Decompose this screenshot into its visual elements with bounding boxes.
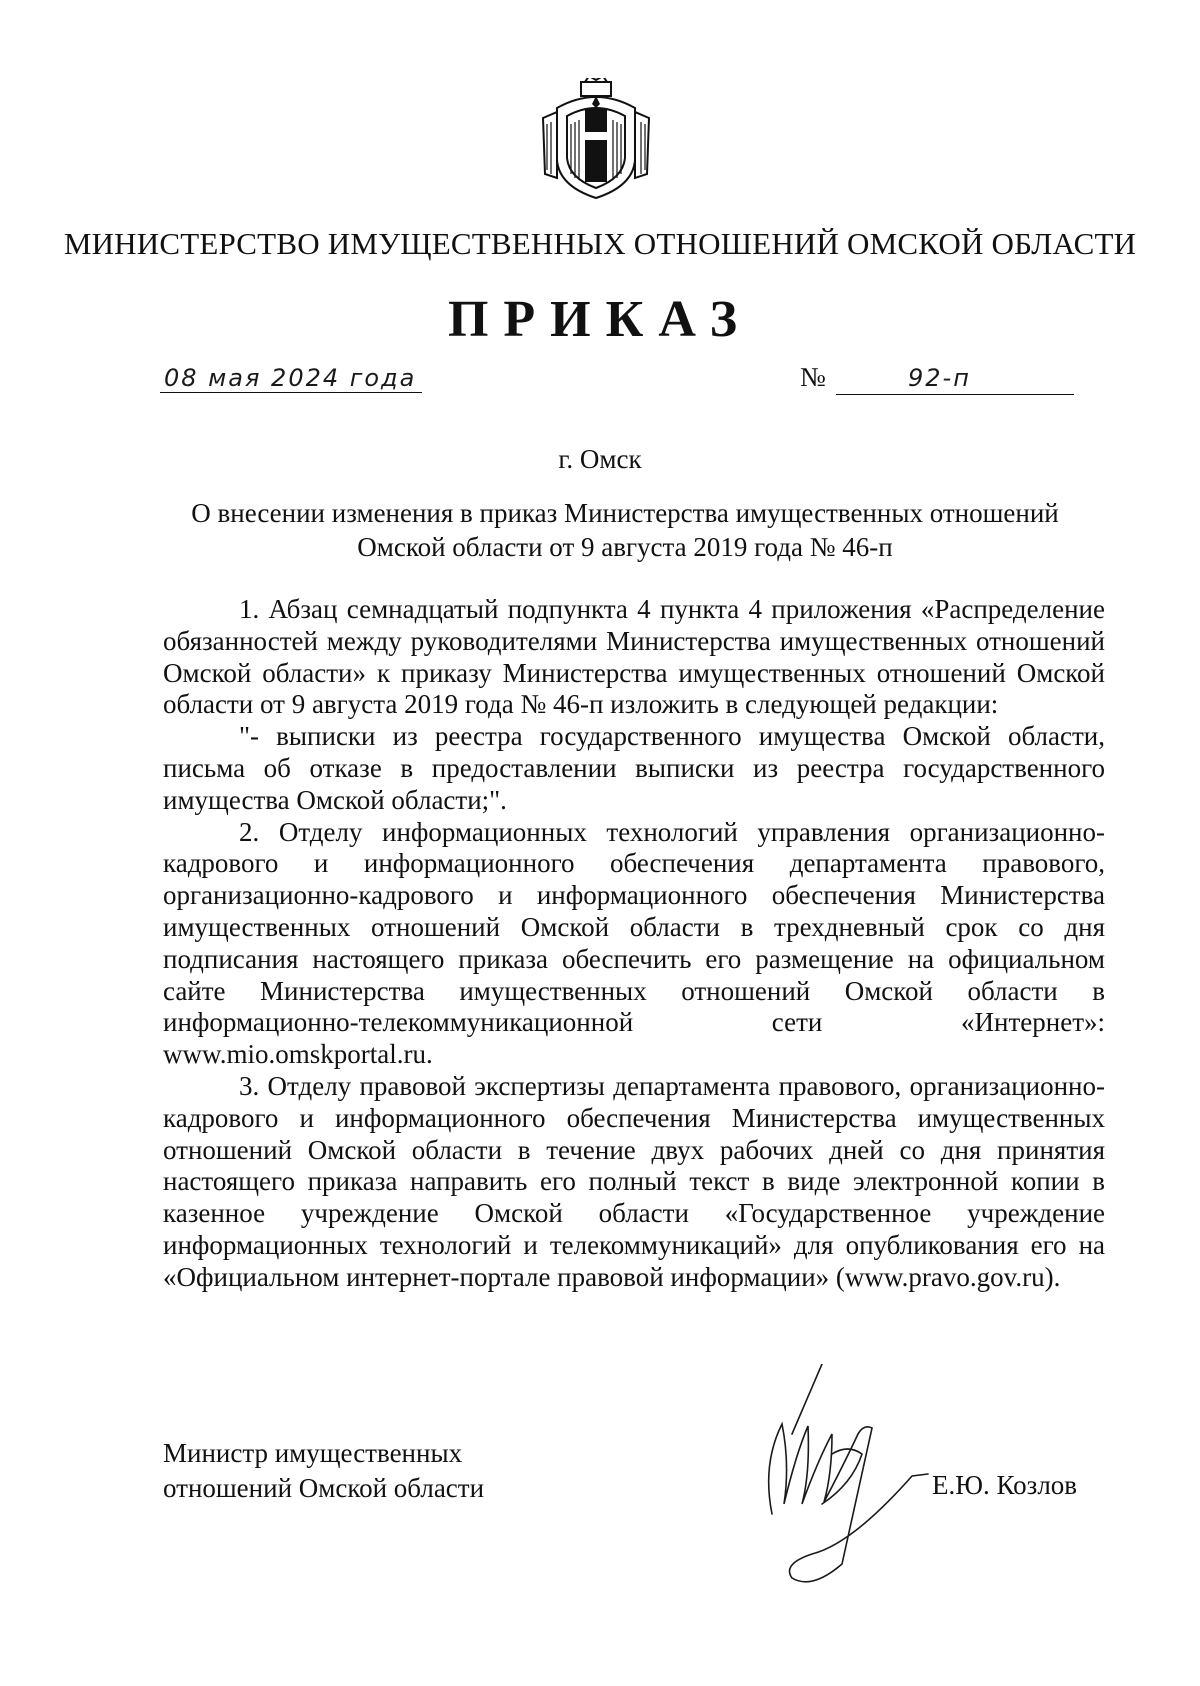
- document-body: [163, 594, 1105, 1294]
- position-line-2: отношений Омской области: [163, 1473, 485, 1503]
- city: г. Омск: [558, 444, 642, 474]
- document-type: ПРИКАЗ: [447, 291, 753, 348]
- document-subject: О внесении изменения в приказ Министерства имущественных отношений Омской области от 9 августа 2019 года № 46-п: [191, 498, 1059, 562]
- date-underline: [160, 392, 422, 393]
- handwritten-signature: [752, 1364, 952, 1594]
- paragraph-1: 1. Абзац семнадцатый подпункта 4 пункта 4 приложения «Распределение обязанностей между руководителями Министерства имущественных отношений Омской области» к приказу Министерства имущественных отношений Омской области от 9 августа 2019 года № 46-п изложить в следующей редакции:: [163, 594, 1105, 720]
- paragraph-3: 3. Отделу правовой экспертизы департамента правового, организационно-кадрового и информационного обеспечения Министерства имущественных отношений Омской области в течение двух рабочих дней со дня принятия настоящего приказа направить его полный текст в виде электронной копии в казенное учреждение Омской области «Государственное учреждение информационных технологий и телекоммуникаций» для опубликования его на «Официальном интернет-портале правовой информации» (www.pravo.gov.ru).: [163, 1070, 1105, 1292]
- signatory-name: Е.Ю. Козлов: [932, 1470, 1078, 1500]
- paragraph-1-quote: "- выписки из реестра государственного имущества Омской области, письма об отказе в предоставлении выписки из реестра государственного имущества Омской области;".: [163, 721, 1105, 815]
- position-line-1: Министр имущественных: [163, 1438, 463, 1468]
- number-underline: [836, 394, 1074, 395]
- ministry-name: МИНИСТЕРСТВО ИМУЩЕСТВЕННЫХ ОТНОШЕНИЙ ОМСКОЙ ОБЛАСТИ: [63, 226, 1137, 261]
- coat-of-arms-icon: [537, 78, 655, 202]
- document-date: 08 мая 2024 года: [164, 364, 417, 392]
- signatory-position: [163, 1436, 484, 1506]
- number-label: №: [800, 362, 826, 392]
- paragraph-2: 2. Отделу информационных технологий управления организационно-кадрового и информационного обеспечения департамента правового, организационно-кадрового и информационного обеспечения Министерства имущественных отношений Омской области в трехдневный срок со дня подписания настоящего приказа обеспечить его размещение на официальном сайте Министерства имущественных отношений Омской области в информационно-телекоммуникационной сети «Интернет»: www.mio.omskportal.ru.: [163, 816, 1105, 1070]
- document-number: 92-п: [908, 364, 971, 392]
